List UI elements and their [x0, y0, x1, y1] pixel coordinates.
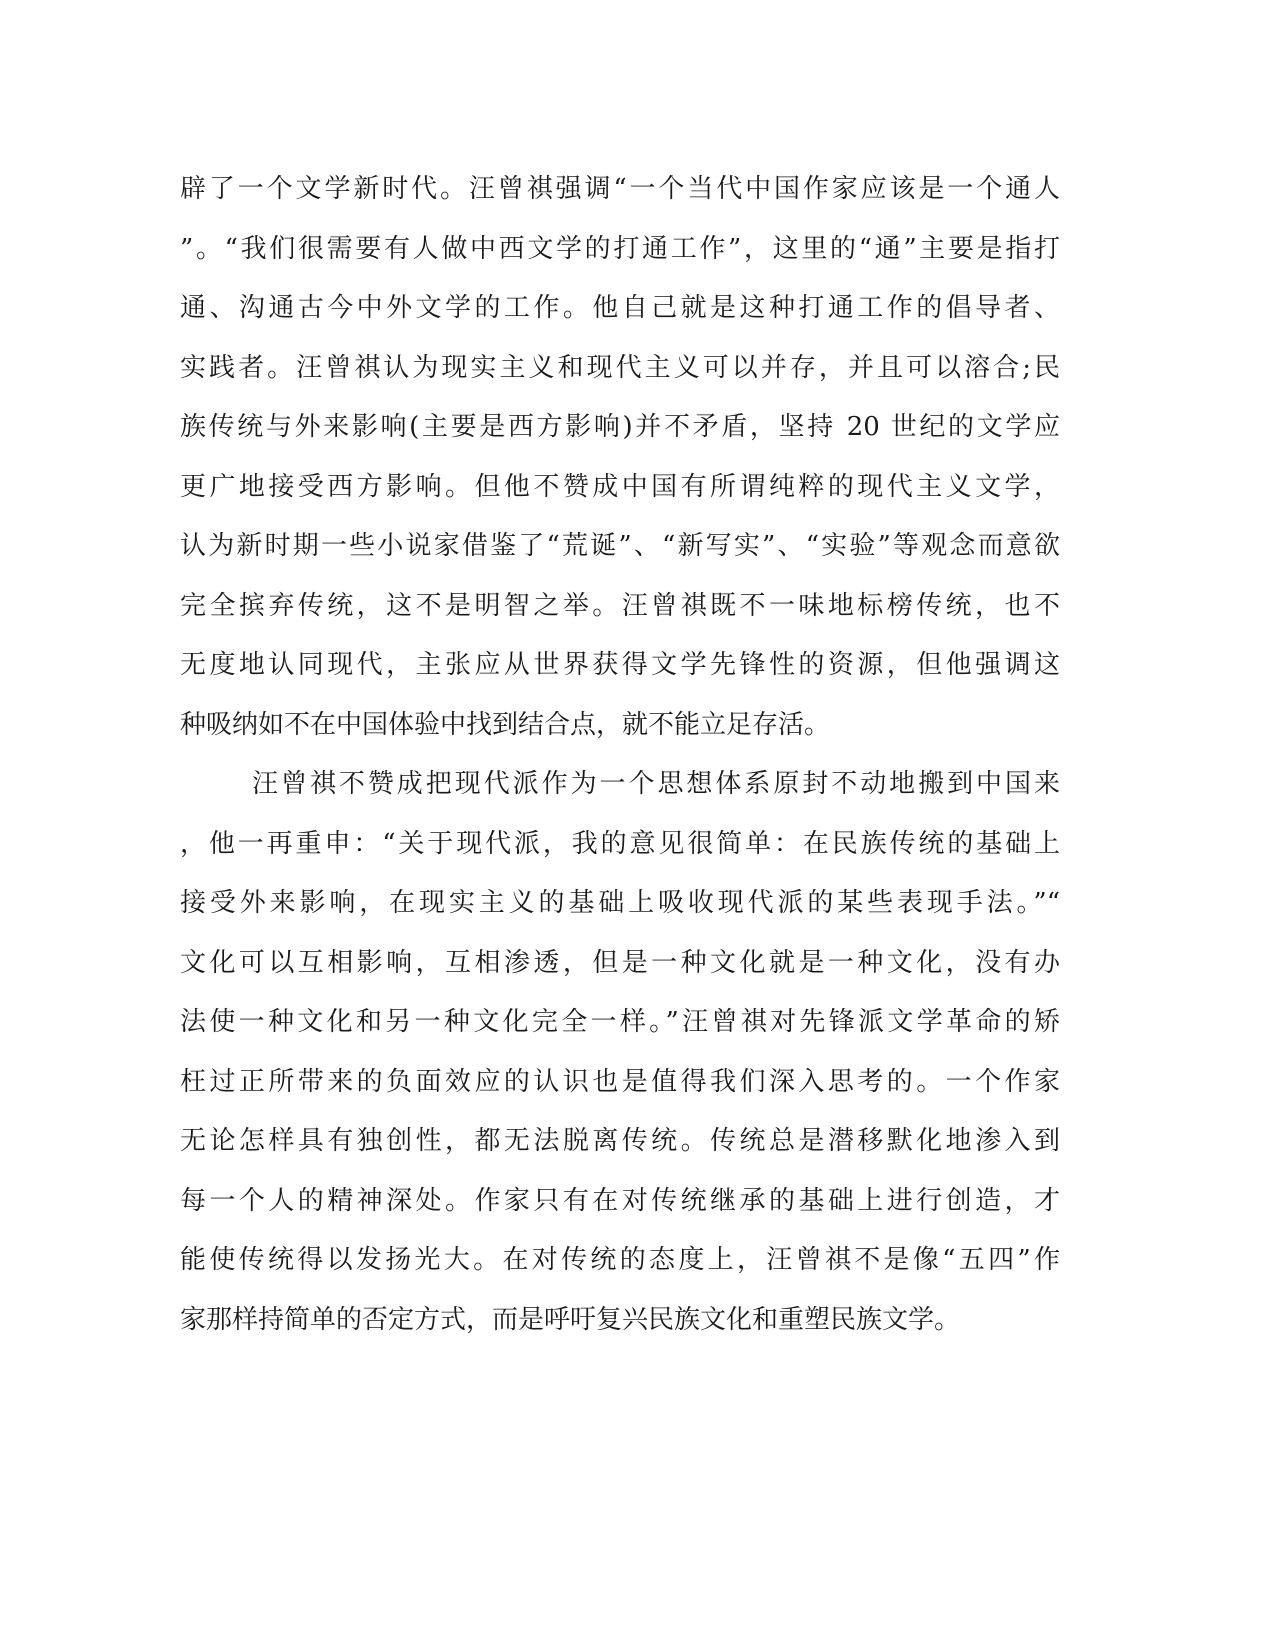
- text-line: 枉过正所带来的负面效应的认识也是值得我们深入思考的。一个作家: [180, 1066, 1060, 1097]
- text-line: 法使一种文化和另一种文化完全一样。”汪曾祺对先锋派文学革命的矫: [180, 1007, 1060, 1037]
- text-line: 文化可以互相影响，互相渗透，但是一种文化就是一种文化，没有办: [180, 947, 1060, 978]
- text-line: 汪曾祺不赞成把现代派作为一个思想体系原封不动地搬到中国来: [252, 769, 1060, 799]
- text-line: 族传统与外来影响(主要是西方影响)并不矛盾，坚持 20 世纪的文学应: [180, 412, 1060, 442]
- text-line: 通、沟通古今中外文学的工作。他自己就是这种打通工作的倡导者、: [180, 293, 1060, 323]
- text-line: 能使传统得以发扬光大。在对传统的态度上，汪曾祺不是像“五四”作: [180, 1245, 1060, 1275]
- paragraph-1: [180, 160, 1060, 755]
- text-line: ”。“我们很需要有人做中西文学的打通工作”，这里的“通”主要是指打: [180, 233, 1060, 264]
- text-line: 实践者。汪曾祺认为现实主义和现代主义可以并存，并且可以溶合;民: [180, 352, 1060, 383]
- text-line: 认为新时期一些小说家借鉴了“荒诞”、“新写实”、“实验”等观念而意欲: [180, 531, 1060, 561]
- text-line: 更广地接受西方影响。但他不赞成中国有所谓纯粹的现代主义文学，: [180, 471, 1060, 502]
- text-line: 每一个人的精神深处。作家只有在对传统继承的基础上进行创造，才: [180, 1185, 1060, 1216]
- text-line: 家那样持简单的否定方式，而是呼吁复兴民族文化和重塑民族文学。: [180, 1304, 961, 1335]
- text-line: ，他一再重申：“关于现代派，我的意见很简单：在民族传统的基础上: [180, 828, 1060, 859]
- text-line: 种吸纳如不在中国体验中找到结合点，就不能立足存活。: [180, 709, 831, 740]
- paragraph-2: [180, 755, 1060, 1350]
- text-line: 无度地认同现代，主张应从世界获得文学先锋性的资源，但他强调这: [180, 650, 1060, 680]
- text-line: 辟了一个文学新时代。汪曾祺强调“一个当代中国作家应该是一个通人: [180, 174, 1060, 204]
- text-line: 完全摈弃传统，这不是明智之举。汪曾祺既不一味地标榜传统，也不: [180, 590, 1060, 621]
- text-line: 无论怎样具有独创性，都无法脱离传统。传统总是潜移默化地渗入到: [180, 1126, 1060, 1156]
- text-line: 接受外来影响，在现实主义的基础上吸收现代派的某些表现手法。”“: [180, 888, 1060, 918]
- body-text: [180, 160, 1060, 1350]
